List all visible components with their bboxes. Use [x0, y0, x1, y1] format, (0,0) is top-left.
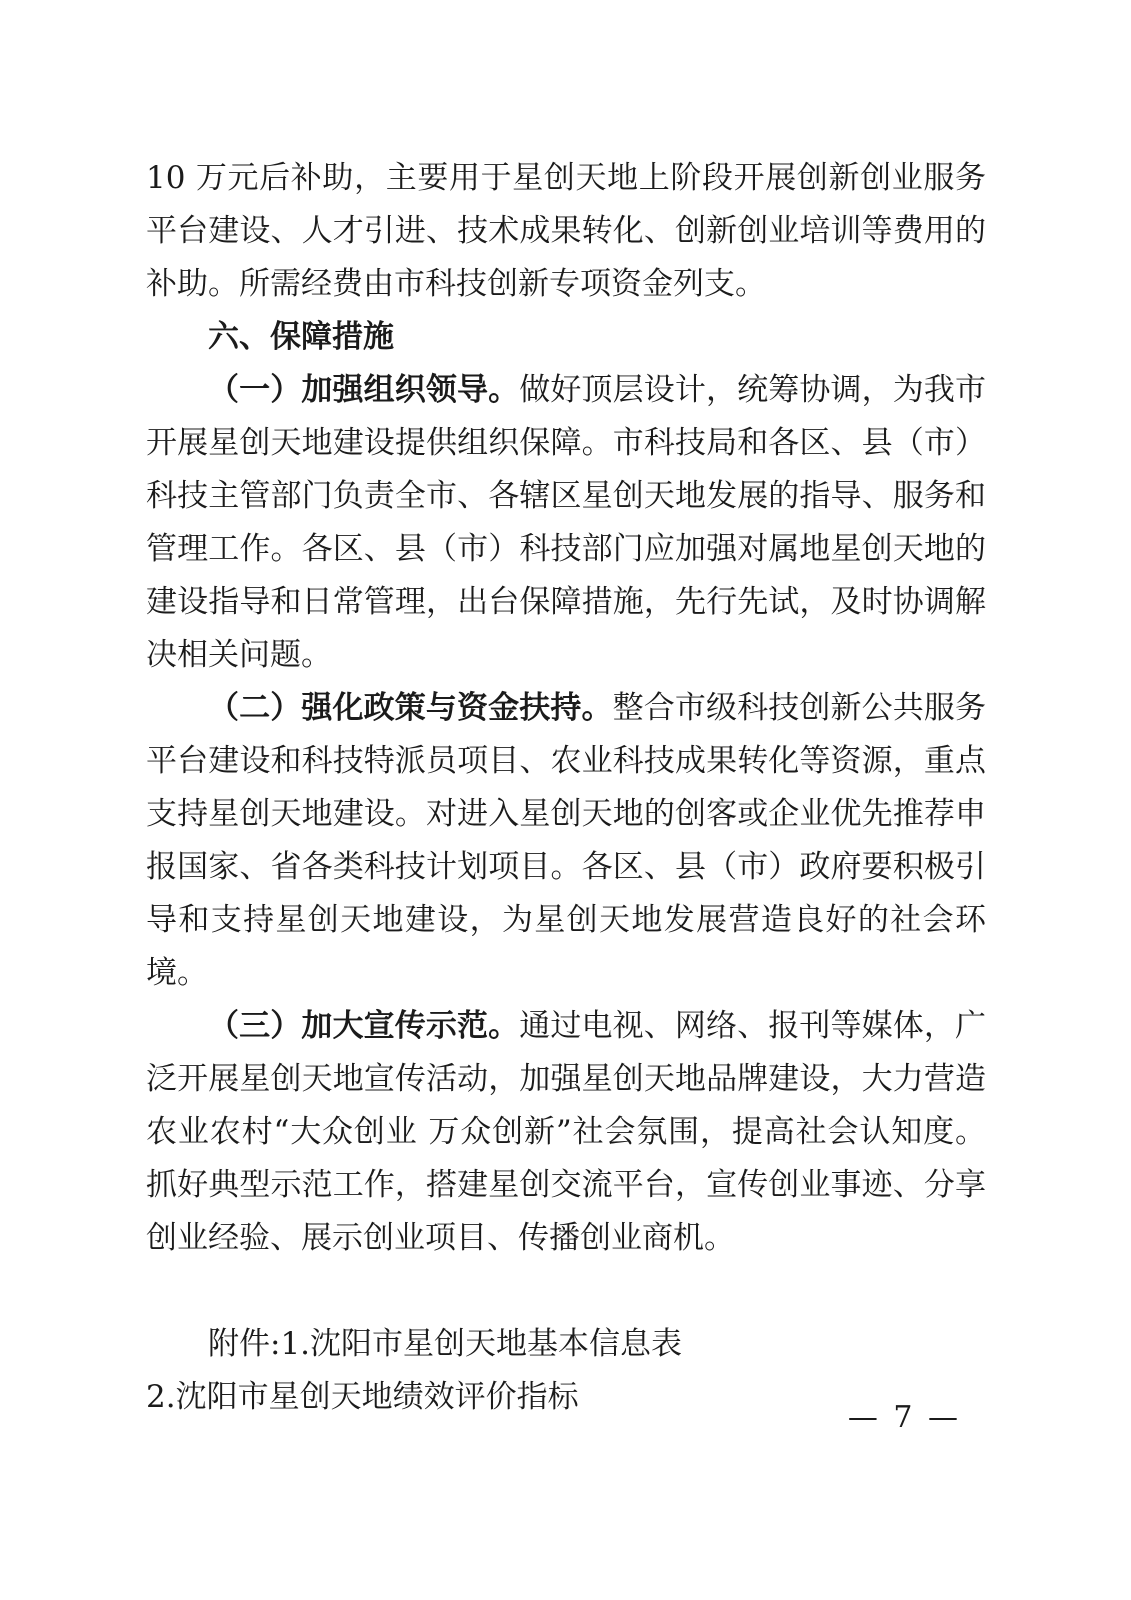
paragraph-continuation: 10 万元后补助，主要用于星创天地上阶段开展创新创业服务平台建设、人才引进、技术成果转化、创新创业培训等费用的补助。所需经费由市科技创新专项资金列支。 [146, 160, 986, 302]
item-1-text: 做好顶层设计，统筹协调，为我市开展星创天地建设提供组织保障。市科技局和各区、县（市）科技主管部门负责全市、各辖区星创天地发展的指导、服务和管理工作。各区、县（市）科技部门应加强对属地星创天地的建设指导和日常管理，出台保障措施，先行先试，及时协调解决相关问题。 [146, 372, 986, 673]
paragraph-item-3 [146, 1000, 986, 1265]
document-body [146, 152, 986, 1424]
paragraph-item-2 [146, 682, 986, 1000]
section-heading: 六、保障措施 [208, 319, 394, 355]
page-number: — 7 — [847, 1400, 961, 1435]
attachment-item-1: 1.沈阳市星创天地基本信息表 [280, 1326, 683, 1362]
item-2-lead: （二）强化政策与资金扶持。 [208, 690, 613, 726]
attachments-label: 附件: [208, 1326, 281, 1362]
item-3-text: 通过电视、网络、报刊等媒体，广泛开展星创天地宣传活动，加强星创天地品牌建设，大力营造农业农村“大众创业 万众创新”社会氛围，提高社会认知度。抓好典型示范工作，搭建星创交流平台，宣传创业事迹、分享创业经验、展示创业项目、传播创业商机。 [146, 1008, 986, 1256]
attachment-line-1 [146, 1318, 986, 1371]
item-1-lead: （一）加强组织领导。 [208, 372, 520, 408]
attachment-item-2: 2.沈阳市星创天地绩效评价指标 [146, 1379, 579, 1415]
paragraph-item-1 [146, 364, 986, 682]
item-3-lead: （三）加大宣传示范。 [208, 1008, 520, 1044]
item-2-text: 整合市级科技创新公共服务平台建设和科技特派员项目、农业科技成果转化等资源，重点支持星创天地建设。对进入星创天地的创客或企业优先推荐申报国家、省各类科技计划项目。各区、县（市）政府要积极引导和支持星创天地建设，为星创天地发展营造良好的社会环境。 [146, 690, 986, 991]
